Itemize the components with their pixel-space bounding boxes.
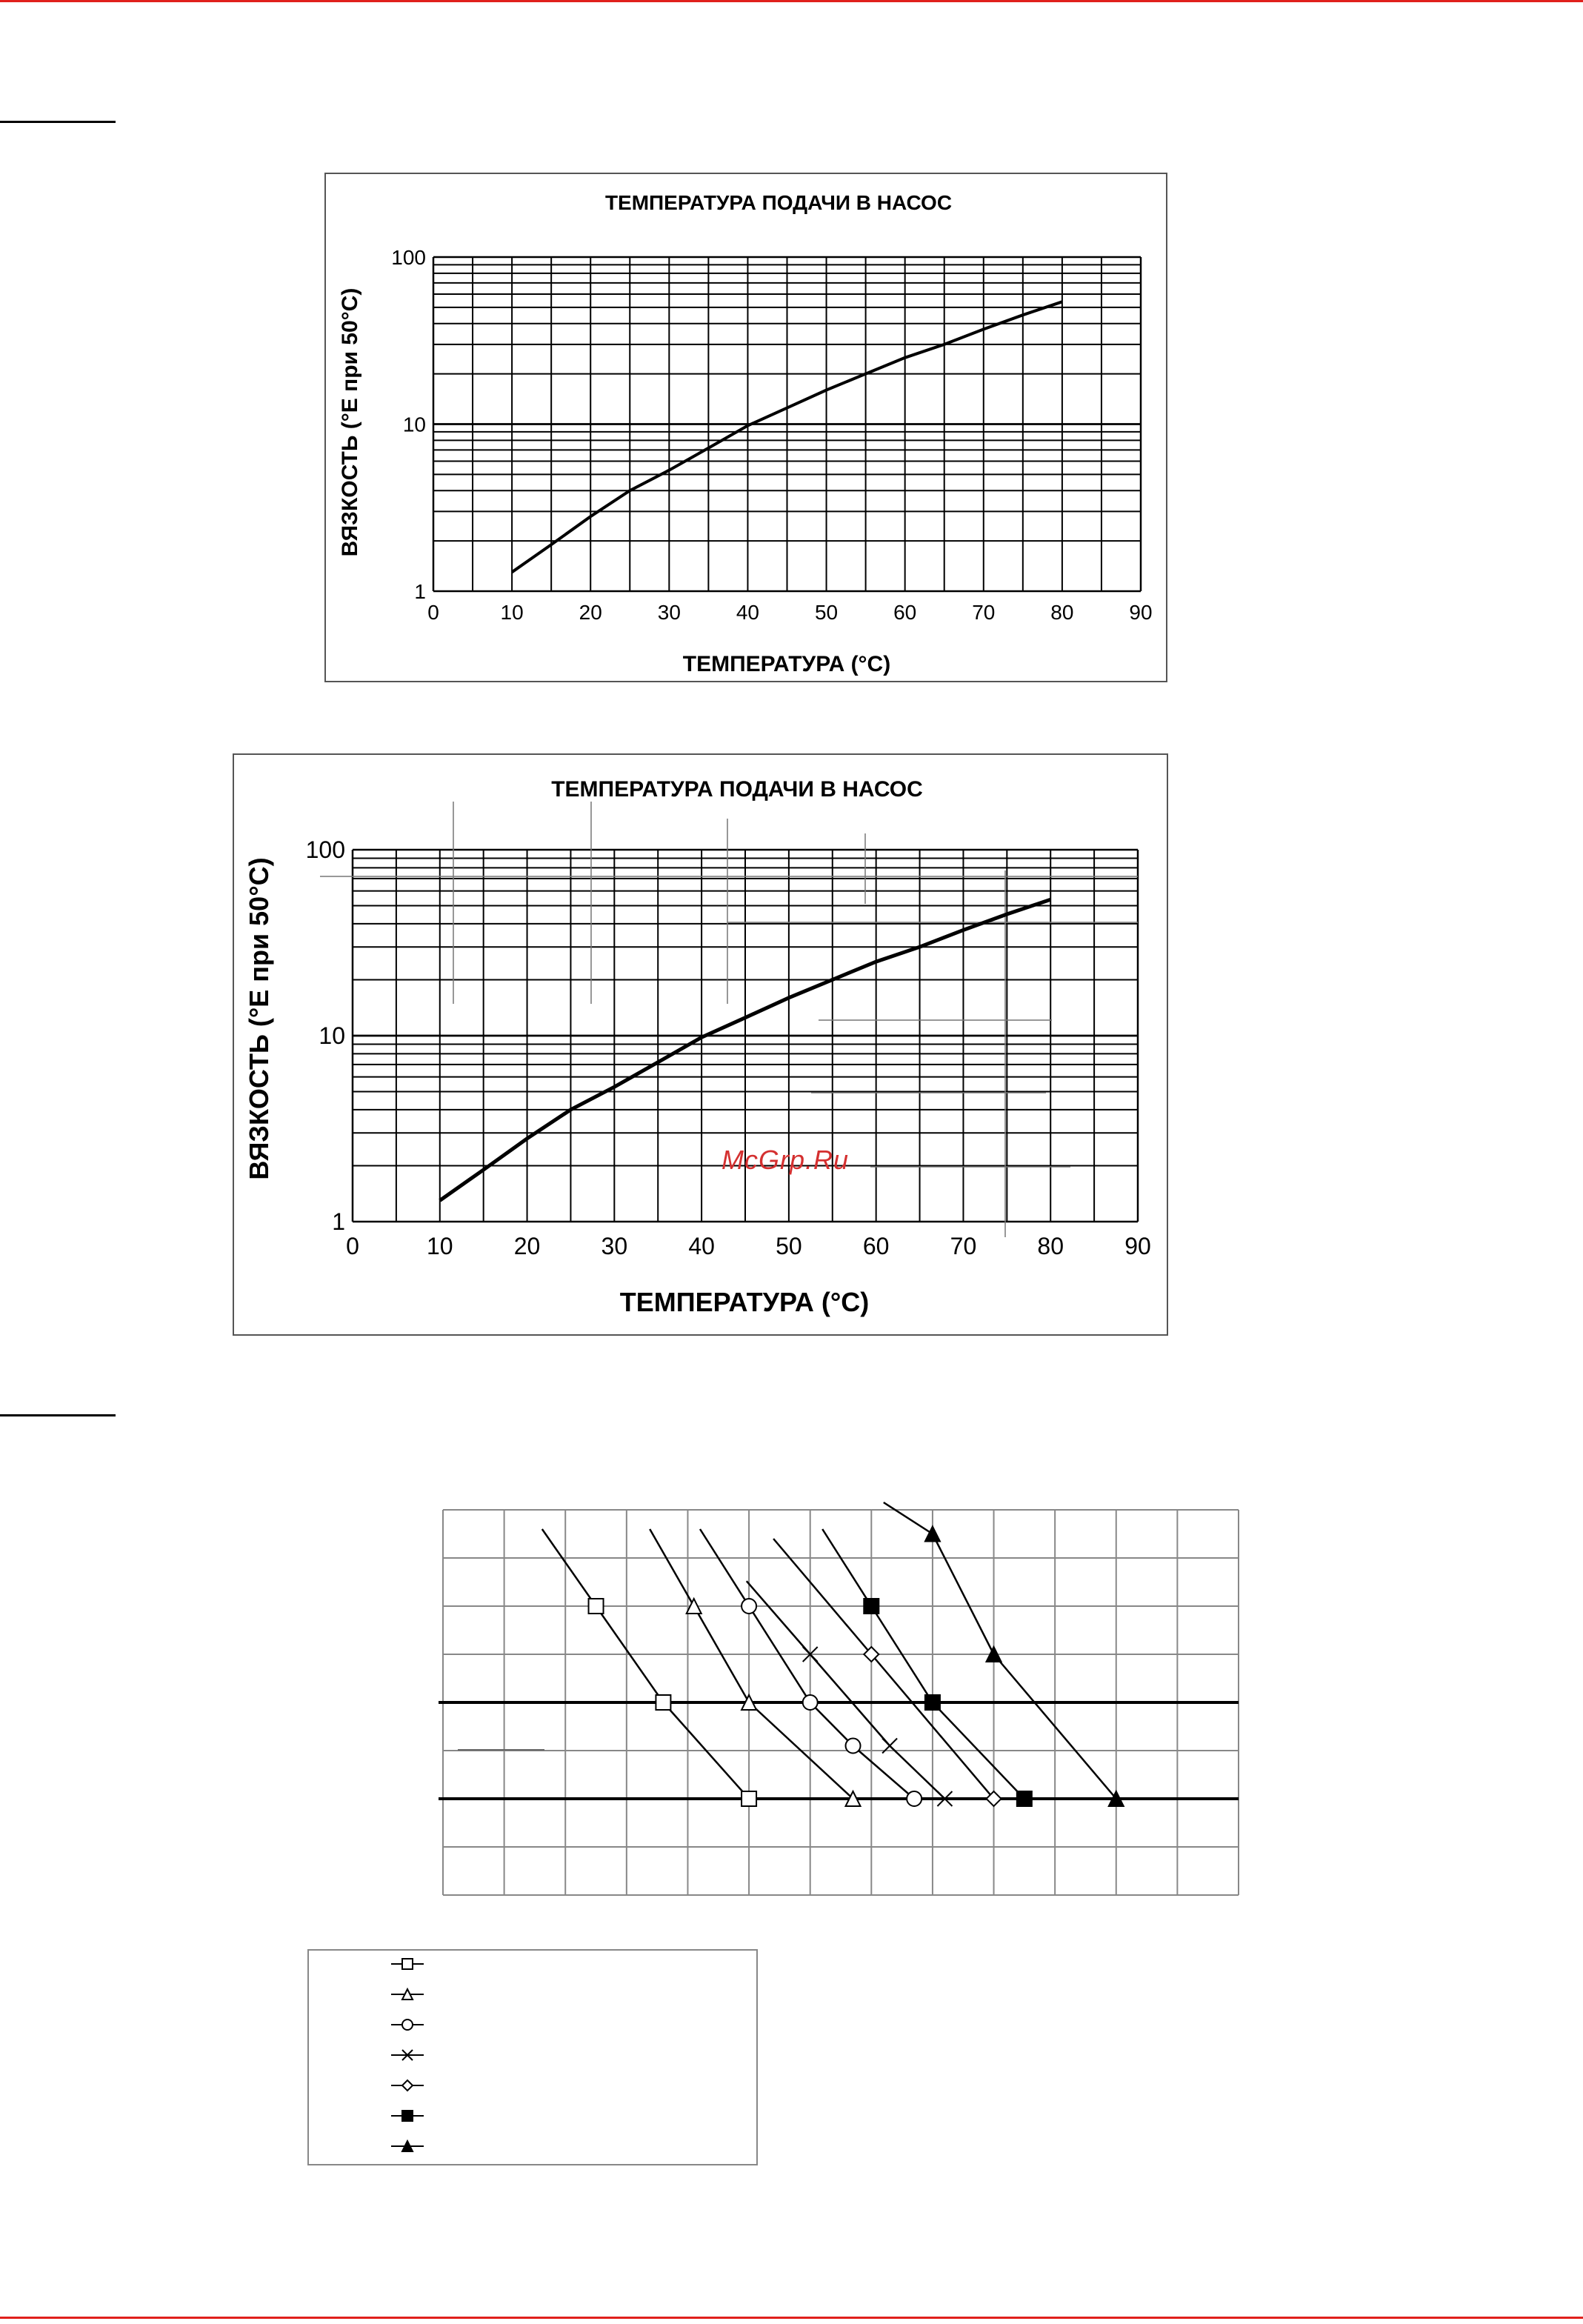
marker-square-filled (1017, 1791, 1032, 1806)
marker-square-filled (402, 2111, 413, 2121)
x-tick-label: 70 (972, 601, 996, 624)
x-tick-label: 30 (601, 1233, 628, 1259)
x-tick-label: 20 (513, 1233, 541, 1259)
marker-circle-open (741, 1599, 756, 1614)
y-tick-label: 1 (332, 1208, 345, 1236)
x-tick-label: 50 (776, 1233, 802, 1259)
x-tick-label: 50 (814, 601, 839, 624)
chart-frame (325, 173, 1167, 682)
marker-x (937, 1791, 952, 1806)
x-tick-label: 10 (426, 1233, 453, 1259)
marker-x-stroke (402, 2050, 413, 2060)
x-tick-label: 40 (736, 601, 760, 624)
y-tick-label: 100 (391, 245, 426, 269)
series-curve (542, 1529, 749, 1799)
series-curve (700, 1529, 914, 1799)
chart-1-ylabel: ВЯЗКОСТЬ (°E при 50°C) (338, 287, 362, 557)
x-tick-label: 30 (657, 601, 681, 624)
marker-diamond-open (402, 2080, 413, 2091)
chart-2-ylabel: ВЯЗКОСТЬ (°E при 50°C) (244, 857, 274, 1180)
marker-x (402, 2050, 413, 2060)
marker-triangle-open (402, 1989, 413, 2000)
marker-triangle-open (846, 1791, 861, 1806)
marker-x-stroke (402, 2050, 413, 2060)
marker-x-stroke (882, 1739, 897, 1754)
marker-triangle-open (741, 1695, 756, 1710)
marker-square-filled (925, 1695, 940, 1710)
marker-circle-open (846, 1739, 861, 1754)
marker-x (882, 1739, 897, 1754)
x-tick-label: 90 (1124, 1233, 1151, 1259)
series-curve (773, 1539, 993, 1799)
x-tick-label: 80 (1037, 1233, 1064, 1259)
marker-triangle-open (687, 1599, 701, 1614)
series-curve (747, 1581, 945, 1799)
marker-square-open (402, 1959, 413, 1969)
x-tick-label: 70 (950, 1233, 977, 1259)
marker-x-stroke (937, 1791, 952, 1806)
chart-2-title: ТЕМПЕРАТУРА ПОДАЧИ В НАСОС (551, 777, 923, 802)
marker-x-stroke (882, 1739, 897, 1754)
legend-box (308, 1950, 757, 2165)
section-mark-1 (0, 121, 116, 123)
series-curve (650, 1529, 853, 1799)
marker-square-open (589, 1599, 604, 1614)
watermark-text: McGrp.Ru (721, 1145, 850, 1175)
marker-square-open (741, 1791, 756, 1806)
marker-x-stroke (803, 1647, 818, 1662)
marker-x-stroke (937, 1791, 952, 1806)
marker-triangle-filled (925, 1527, 940, 1542)
viscosity-curve (512, 302, 1062, 572)
marker-square-filled (864, 1599, 879, 1614)
series-curve (822, 1529, 1024, 1799)
marker-square-open (656, 1695, 670, 1710)
chart-2-xlabel: ТЕМПЕРАТУРА (°C) (619, 1287, 870, 1317)
y-tick-label: 10 (319, 1022, 345, 1050)
marker-triangle-filled (402, 2141, 413, 2151)
marker-diamond-open (987, 1791, 1002, 1806)
marker-diamond-open (864, 1647, 879, 1662)
marker-x (803, 1647, 818, 1662)
marker-triangle-filled (987, 1647, 1002, 1662)
x-tick-label: 0 (427, 601, 439, 624)
y-tick-label: 10 (402, 413, 426, 436)
chart-1-title: ТЕМПЕРАТУРА ПОДАЧИ В НАСОС (604, 191, 953, 214)
top-red-rule (0, 0, 1583, 2)
marker-triangle-filled (1109, 1791, 1124, 1806)
x-tick-label: 90 (1129, 601, 1153, 624)
chart-1-xlabel: ТЕМПЕРАТУРА (°C) (682, 652, 891, 676)
x-tick-label: 10 (500, 601, 524, 624)
x-tick-label: 60 (862, 1233, 890, 1259)
x-tick-label: 60 (893, 601, 917, 624)
marker-circle-open (907, 1791, 922, 1806)
y-tick-label: 1 (414, 579, 426, 603)
marker-circle-open (402, 2020, 413, 2030)
x-tick-label: 0 (346, 1233, 359, 1259)
y-tick-label: 100 (305, 836, 345, 864)
marker-circle-open (803, 1695, 818, 1710)
section-mark-2 (0, 1414, 116, 1416)
marker-x-stroke (803, 1647, 818, 1662)
x-tick-label: 20 (579, 601, 602, 624)
series-curve (884, 1502, 1116, 1799)
x-tick-label: 40 (688, 1233, 715, 1259)
bottom-red-rule (0, 2317, 1583, 2319)
x-tick-label: 80 (1050, 601, 1074, 624)
chart-frame (233, 754, 1167, 1335)
